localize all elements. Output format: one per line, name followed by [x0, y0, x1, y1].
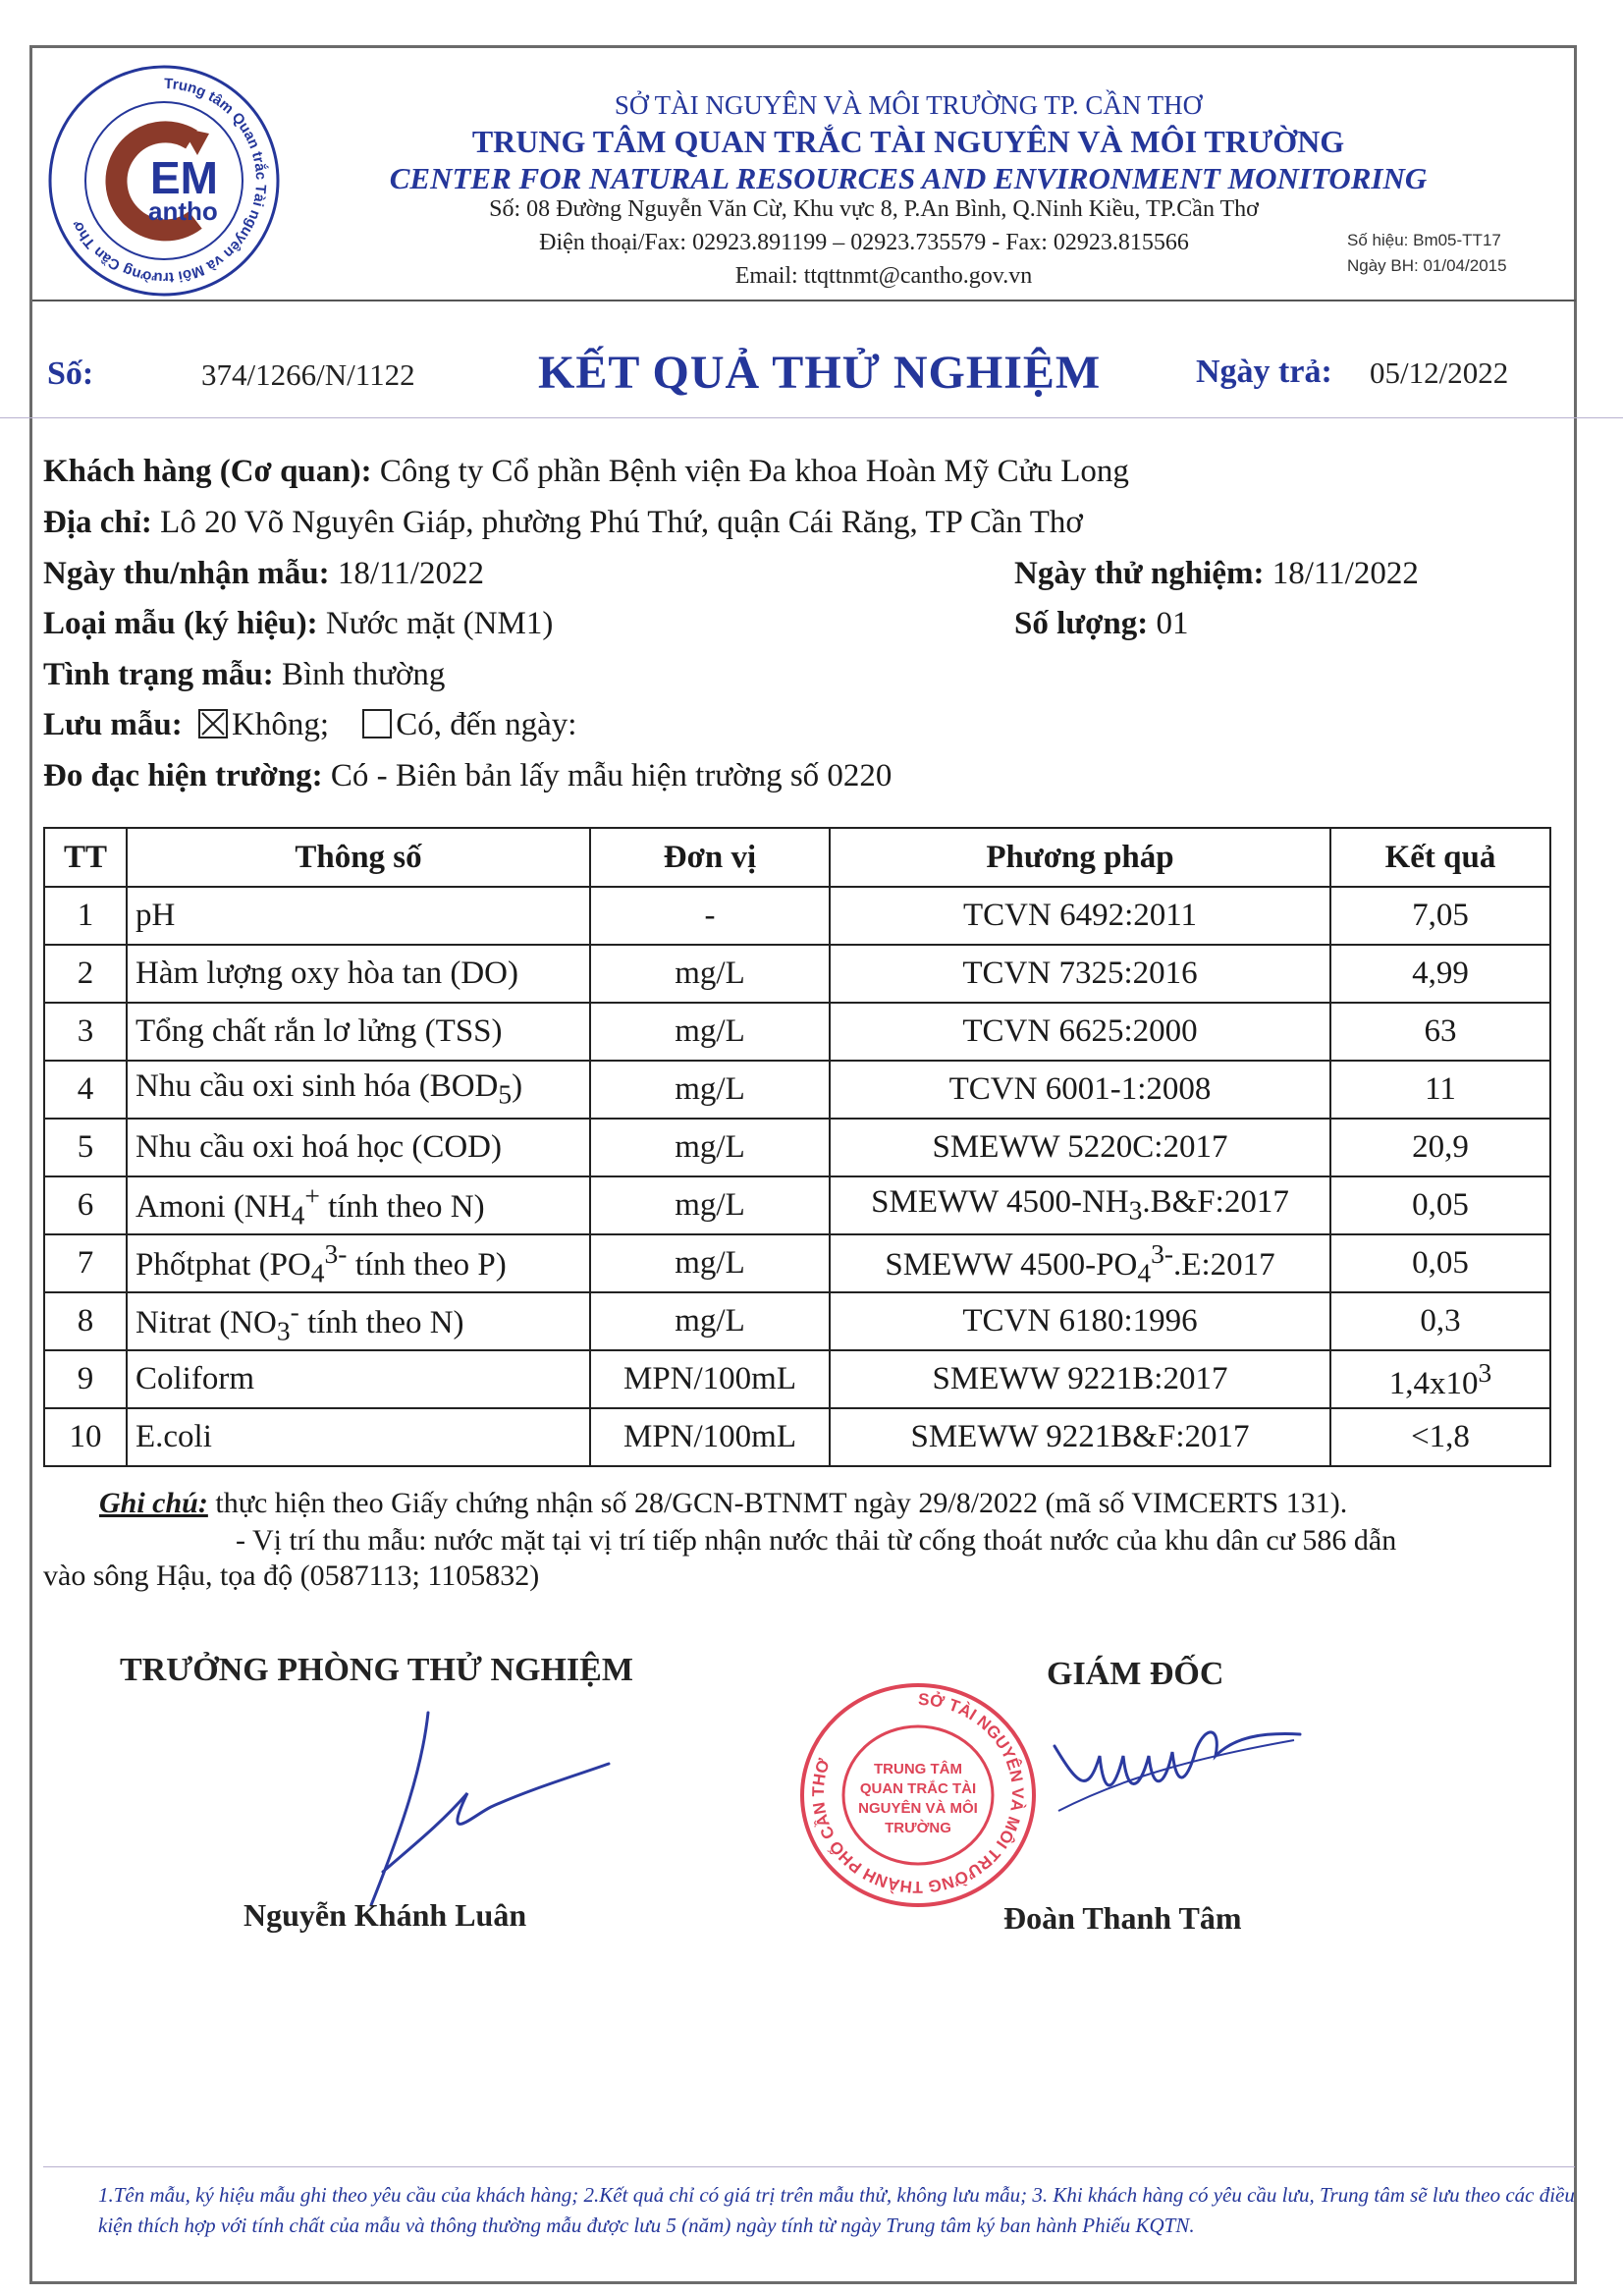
cell-result: 11 — [1330, 1061, 1550, 1119]
form-code-block — [1347, 228, 1507, 279]
cell-method: SMEWW 9221B&F:2017 — [830, 1408, 1330, 1466]
cell-unit: mg/L — [590, 945, 830, 1003]
customer-value: Công ty Cổ phần Bệnh viện Đa khoa Hoàn Mỹ Cửu Long — [379, 454, 1129, 489]
right-signer-title: GIÁM ĐỐC — [1047, 1656, 1224, 1692]
address-line — [43, 505, 1083, 541]
cell-tt: 6 — [44, 1176, 127, 1234]
cell-result: 0,05 — [1330, 1176, 1550, 1234]
retention-yes-checkbox[interactable] — [362, 709, 392, 738]
cell-parameter: Amoni ($NH_4^+$ tính theo N) — [127, 1176, 590, 1234]
official-stamp — [785, 1675, 1051, 1926]
logo-text-cantho: antho — [148, 196, 218, 226]
note-text-2: - Vị trí thu mẫu: nước mặt tại vị trí tiếp nhận nước thải từ cống thoát nước của khu dân cư 586 dẫn — [236, 1524, 1397, 1557]
table-row — [44, 1292, 1550, 1350]
logo-text-em: EM — [150, 152, 218, 203]
cell-method: TCVN 7325:2016 — [830, 945, 1330, 1003]
cell-unit: MPN/100mL — [590, 1408, 830, 1466]
left-signer-title: TRƯỞNG PHÒNG THỬ NGHIỆM — [120, 1652, 633, 1688]
table-row — [44, 887, 1550, 945]
cell-unit: mg/L — [590, 1061, 830, 1119]
retention-no-label: Không; — [232, 707, 329, 742]
stamp-center-text: TRUNG TÂM QUAN TRẮC TÀI NGUYÊN VÀ MÔI TRƯỜNG — [858, 1761, 978, 1836]
header-tt: TT — [44, 828, 127, 887]
cell-parameter: E.coli — [127, 1408, 590, 1466]
cell-unit: - — [590, 887, 830, 945]
cem-logo — [44, 61, 285, 301]
table-header-row — [44, 828, 1550, 887]
cell-tt: 9 — [44, 1350, 127, 1408]
right-signature — [1049, 1717, 1304, 1830]
return-date-value: 05/12/2022 — [1370, 355, 1509, 390]
cell-result: 4,99 — [1330, 945, 1550, 1003]
cell-method: TCVN 6001-1:2008 — [830, 1061, 1330, 1119]
cell-tt: 7 — [44, 1234, 127, 1292]
quantity-label: Số lượng: — [1014, 606, 1149, 641]
cell-parameter: pH — [127, 887, 590, 945]
table-row — [44, 1234, 1550, 1292]
cell-unit: mg/L — [590, 1292, 830, 1350]
footer-note: 1.Tên mẫu, ký hiệu mẫu ghi theo yêu cầu của khách hàng; 2.Kết quả chỉ có giá trị trên mẫu thử, không lưu mẫu; 3. Khi khách hàng có yêu cầu lưu, Trung tâm sẽ lưu theo các điều kiện thích hợp với tính chất của mẫu và thông thường mẫu được lưu 5 (năm) ngày tính từ ngày Trung tâm ký ban hành Phiếu KQTN. — [98, 2183, 1575, 2237]
table-row — [44, 1176, 1550, 1234]
sample-type-line — [43, 606, 553, 642]
stamp-ring-text: SỞ TÀI NGUYÊN VÀ MÔI TRƯỜNG THÀNH PHỐ CẦN THƠ — [808, 1689, 1027, 1897]
field-measure-label: Đo đạc hiện trường: — [43, 758, 323, 793]
cell-result: 7,05 — [1330, 887, 1550, 945]
header-method: Phương pháp — [830, 828, 1330, 887]
cell-method: TCVN 6180:1996 — [830, 1292, 1330, 1350]
cell-tt: 2 — [44, 945, 127, 1003]
cell-parameter: Nhu cầu oxi sinh hóa $(BOD_5)$ — [127, 1061, 590, 1119]
cell-unit: mg/L — [590, 1234, 830, 1292]
customer-line — [43, 454, 1129, 490]
form-date: Ngày BH: 01/04/2015 — [1347, 256, 1507, 275]
table-row — [44, 1003, 1550, 1061]
logo-ring-text: Trung tâm Quan trắc Tài nguyên và Môi trường Cần Thơ — [69, 75, 270, 287]
cell-parameter: Nhu cầu oxi hoá học (COD) — [127, 1119, 590, 1176]
retention-label: Lưu mẫu: — [43, 707, 183, 742]
results-table — [43, 827, 1551, 1467]
received-line — [43, 556, 484, 592]
report-number-label: Số: — [47, 355, 94, 392]
received-value: 18/11/2022 — [337, 556, 484, 591]
cell-result: 63 — [1330, 1003, 1550, 1061]
cell-parameter: Coliform — [127, 1350, 590, 1408]
cell-result: 20,9 — [1330, 1119, 1550, 1176]
note-text-1: thực hiện theo Giấy chứng nhận số 28/GCN-BTNMT ngày 29/8/2022 (mã số VIMCERTS 131). — [215, 1487, 1348, 1519]
cell-parameter: Nitrat ($NO_3^-$ tính theo N) — [127, 1292, 590, 1350]
table-row — [44, 1350, 1550, 1408]
cell-method: SMEWW $4500-NH_3.B\&F:2017$ — [830, 1176, 1330, 1234]
header-parameter: Thông số — [127, 828, 590, 887]
cell-unit: MPN/100mL — [590, 1350, 830, 1408]
cell-parameter: Hàm lượng oxy hòa tan (DO) — [127, 945, 590, 1003]
footer-divider — [43, 2166, 1575, 2167]
table-row — [44, 945, 1550, 1003]
field-measure-line — [43, 758, 892, 794]
condition-line — [43, 657, 445, 693]
cell-result: 0,05 — [1330, 1234, 1550, 1292]
right-signer-name: Đoàn Thanh Tâm — [1003, 1900, 1242, 1936]
center-address: Số: 08 Đường Nguyễn Văn Cừ, Khu vực 8, P.An Bình, Q.Ninh Kiều, TP.Cần Thơ — [489, 196, 1259, 222]
note-line-1 — [99, 1487, 1347, 1520]
test-date-value: 18/11/2022 — [1271, 556, 1419, 591]
cell-tt: 8 — [44, 1292, 127, 1350]
cell-tt: 3 — [44, 1003, 127, 1061]
field-measure-value: Có - Biên bản lấy mẫu hiện trường số 0220 — [330, 758, 893, 793]
received-label: Ngày thu/nhận mẫu: — [43, 556, 330, 591]
quantity-value: 01 — [1156, 606, 1189, 641]
address-value: Lô 20 Võ Nguyên Giáp, phường Phú Thứ, quận Cái Răng, TP Cần Thơ — [160, 505, 1083, 540]
cell-tt: 1 — [44, 887, 127, 945]
cell-tt: 10 — [44, 1408, 127, 1466]
header-unit: Đơn vị — [590, 828, 830, 887]
quantity-line — [1014, 606, 1188, 642]
header-result: Kết quả — [1330, 828, 1550, 887]
cell-result: <1,8 — [1330, 1408, 1550, 1466]
cell-unit: mg/L — [590, 1176, 830, 1234]
cell-method: TCVN 6625:2000 — [830, 1003, 1330, 1061]
cell-result: 0,3 — [1330, 1292, 1550, 1350]
test-date-line — [1014, 556, 1419, 592]
cell-method: SMEWW $4500-PO_4^{3-}.E:2017$ — [830, 1234, 1330, 1292]
cell-method: SMEWW 5220C:2017 — [830, 1119, 1330, 1176]
customer-label: Khách hàng (Cơ quan): — [43, 454, 372, 489]
report-number-value: 374/1266/N/1122 — [201, 357, 415, 392]
form-code: Số hiệu: Bm05-TT17 — [1347, 231, 1501, 249]
sample-type-label: Loại mẫu (ký hiệu): — [43, 606, 318, 641]
table-row — [44, 1061, 1550, 1119]
retention-yes-label: Có, đến ngày: — [396, 707, 577, 742]
page-title: KẾT QUẢ THỬ NGHIỆM — [538, 347, 1102, 399]
condition-label: Tình trạng mẫu: — [43, 657, 274, 692]
left-signature — [324, 1699, 619, 1930]
note-text-3: vào sông Hậu, tọa độ (0587113; 1105832) — [43, 1559, 540, 1592]
return-date-label: Ngày trả: — [1196, 354, 1332, 390]
retention-no-checkbox[interactable] — [198, 709, 228, 738]
center-email: Email: ttqttnmt@cantho.gov.vn — [734, 263, 1033, 289]
department-name: SỞ TÀI NGUYÊN VÀ MÔI TRƯỜNG TP. CẦN THƠ — [614, 90, 1203, 120]
table-row — [44, 1119, 1550, 1176]
cell-unit: mg/L — [590, 1003, 830, 1061]
cell-unit: mg/L — [590, 1119, 830, 1176]
left-signer-name: Nguyễn Khánh Luân — [243, 1897, 527, 1933]
condition-value: Bình thường — [281, 657, 446, 692]
cell-parameter: Phốtphat ($PO_4^{3-}$ tính theo P) — [127, 1234, 590, 1292]
test-date-label: Ngày thử nghiệm: — [1014, 556, 1265, 591]
cell-method: TCVN 6492:2011 — [830, 887, 1330, 945]
table-row — [44, 1408, 1550, 1466]
cell-result: $1,4x10^3$ — [1330, 1350, 1550, 1408]
cell-method: SMEWW 9221B:2017 — [830, 1350, 1330, 1408]
center-phone: Điện thoại/Fax: 02923.891199 – 02923.735579 - Fax: 02923.815566 — [539, 230, 1189, 255]
cell-tt: 4 — [44, 1061, 127, 1119]
cell-tt: 5 — [44, 1119, 127, 1176]
sample-type-value: Nước mặt (NM1) — [325, 606, 554, 641]
retention-line — [43, 707, 576, 743]
title-divider — [0, 417, 1623, 418]
address-label: Địa chỉ: — [43, 505, 152, 540]
note-label: Ghi chú: — [99, 1487, 208, 1519]
center-name-en: CENTER FOR NATURAL RESOURCES AND ENVIRONMENT MONITORING — [389, 161, 1428, 195]
center-name-vi: TRUNG TÂM QUAN TRẮC TÀI NGUYÊN VÀ MÔI TRƯỜNG — [471, 124, 1345, 159]
cell-parameter: Tổng chất rắn lơ lửng (TSS) — [127, 1003, 590, 1061]
